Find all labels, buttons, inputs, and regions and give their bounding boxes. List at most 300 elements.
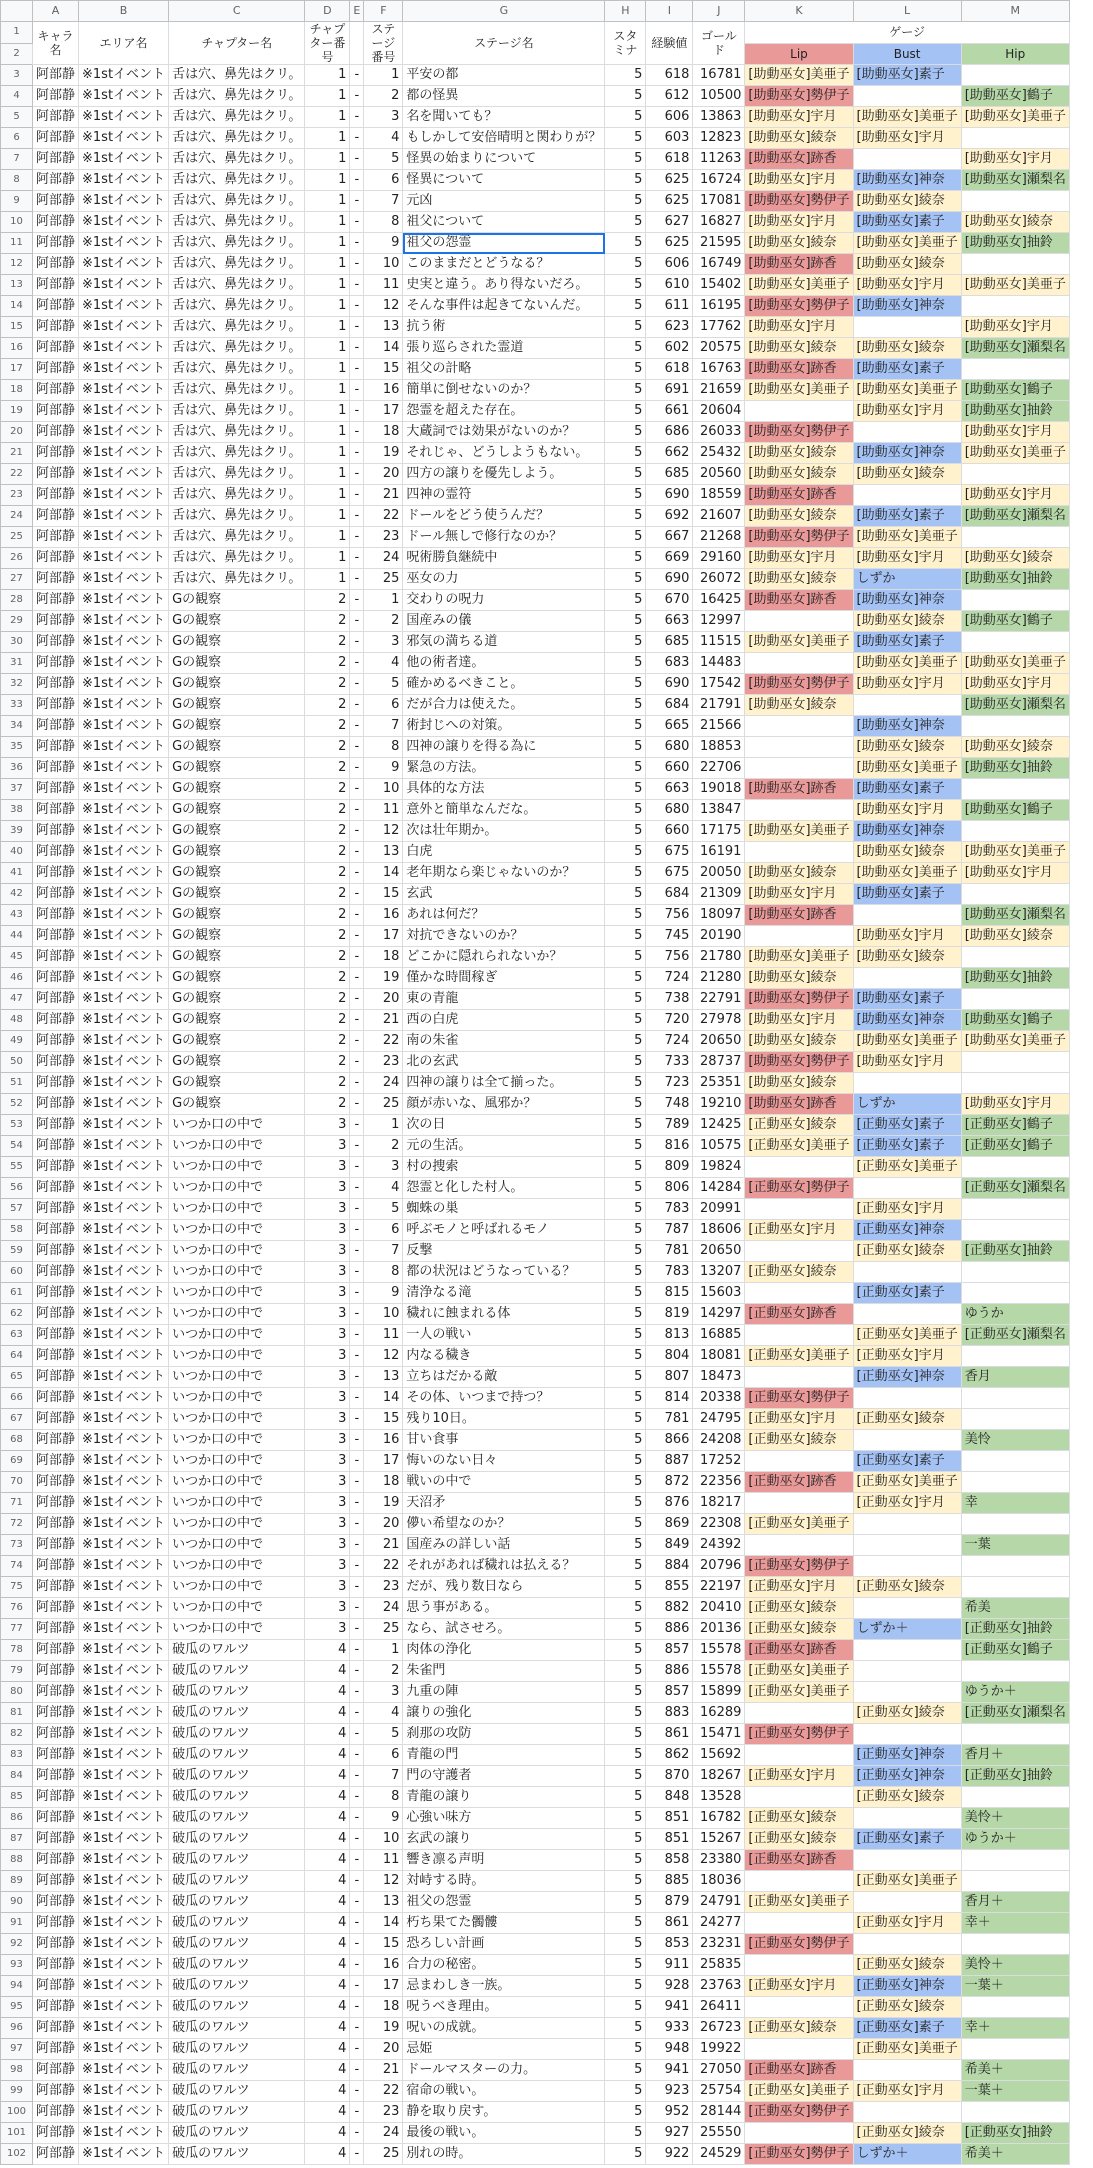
cell-hip[interactable]: [正動巫女]抽鈴 xyxy=(961,1241,1069,1262)
row-number[interactable]: 14 xyxy=(1,296,33,317)
cell-stamina[interactable]: 5 xyxy=(605,737,646,758)
cell-stage-name[interactable]: 玄武 xyxy=(403,884,605,905)
cell-chapter[interactable]: いつか口の中で xyxy=(169,1472,305,1493)
cell-stamina[interactable]: 5 xyxy=(605,1304,646,1325)
row-number[interactable]: 52 xyxy=(1,1094,33,1115)
cell-exp[interactable]: 691 xyxy=(646,380,693,401)
cell-exp[interactable]: 879 xyxy=(646,1892,693,1913)
cell-stamina[interactable]: 5 xyxy=(605,2018,646,2039)
cell-gold[interactable]: 18267 xyxy=(693,1766,745,1787)
cell-stage-no[interactable]: 14 xyxy=(364,338,403,359)
cell-area[interactable]: ※1stイベント xyxy=(79,191,169,212)
cell-lip[interactable]: [助動巫女]美亜子 xyxy=(745,632,853,653)
cell-char[interactable]: 阿部静 xyxy=(33,65,79,86)
cell-lip[interactable]: [助動巫女]綾奈 xyxy=(745,443,853,464)
cell-stamina[interactable]: 5 xyxy=(605,1724,646,1745)
cell-dash[interactable]: - xyxy=(350,1640,364,1661)
cell-stamina[interactable]: 5 xyxy=(605,1619,646,1640)
cell-stage-no[interactable]: 11 xyxy=(364,800,403,821)
cell-dash[interactable]: - xyxy=(350,191,364,212)
cell-gold[interactable]: 21607 xyxy=(693,506,745,527)
cell-hip[interactable] xyxy=(961,779,1069,800)
cell-area[interactable]: ※1stイベント xyxy=(79,1577,169,1598)
row-number[interactable]: 53 xyxy=(1,1115,33,1136)
cell-char[interactable]: 阿部静 xyxy=(33,1829,79,1850)
cell-stamina[interactable]: 5 xyxy=(605,1850,646,1871)
cell-lip[interactable]: [助動巫女]宇月 xyxy=(745,170,853,191)
cell-lip[interactable] xyxy=(745,1157,853,1178)
cell-stage-no[interactable]: 19 xyxy=(364,1493,403,1514)
cell-char[interactable]: 阿部静 xyxy=(33,1850,79,1871)
row-number[interactable]: 80 xyxy=(1,1682,33,1703)
cell-bust[interactable]: [正動巫女]宇月 xyxy=(853,1199,961,1220)
row-number[interactable]: 32 xyxy=(1,674,33,695)
cell-lip[interactable]: [助動巫女]宇月 xyxy=(745,1010,853,1031)
cell-char[interactable]: 阿部静 xyxy=(33,443,79,464)
cell-chapter-no[interactable]: 1 xyxy=(305,485,350,506)
cell-gold[interactable]: 21309 xyxy=(693,884,745,905)
cell-stage-no[interactable]: 17 xyxy=(364,1451,403,1472)
cell-chapter-no[interactable]: 3 xyxy=(305,1367,350,1388)
cell-stage-name[interactable]: 史実と違う。あり得ないだろ。 xyxy=(403,275,605,296)
cell-stamina[interactable]: 5 xyxy=(605,1934,646,1955)
cell-chapter[interactable]: 破瓜のワルツ xyxy=(169,1703,305,1724)
cell-stamina[interactable]: 5 xyxy=(605,338,646,359)
header-chapter[interactable]: チャプター名 xyxy=(169,22,305,65)
cell-dash[interactable]: - xyxy=(350,1472,364,1493)
cell-chapter-no[interactable]: 3 xyxy=(305,1472,350,1493)
row-number[interactable]: 5 xyxy=(1,107,33,128)
row-number[interactable]: 17 xyxy=(1,359,33,380)
cell-chapter-no[interactable]: 3 xyxy=(305,1178,350,1199)
cell-chapter-no[interactable]: 4 xyxy=(305,1955,350,1976)
cell-char[interactable]: 阿部静 xyxy=(33,317,79,338)
cell-chapter-no[interactable]: 1 xyxy=(305,401,350,422)
cell-stamina[interactable]: 5 xyxy=(605,254,646,275)
cell-exp[interactable]: 675 xyxy=(646,863,693,884)
cell-lip[interactable] xyxy=(745,611,853,632)
cell-exp[interactable]: 618 xyxy=(646,149,693,170)
cell-char[interactable]: 阿部静 xyxy=(33,1556,79,1577)
cell[interactable] xyxy=(350,22,364,65)
cell-stamina[interactable]: 5 xyxy=(605,989,646,1010)
cell-char[interactable]: 阿部静 xyxy=(33,254,79,275)
row-number[interactable]: 95 xyxy=(1,1997,33,2018)
cell-exp[interactable]: 857 xyxy=(646,1640,693,1661)
cell-stamina[interactable]: 5 xyxy=(605,968,646,989)
cell-chapter-no[interactable]: 4 xyxy=(305,2060,350,2081)
row-number[interactable]: 66 xyxy=(1,1388,33,1409)
cell-bust[interactable]: [助動巫女]綾奈 xyxy=(853,464,961,485)
cell-stamina[interactable]: 5 xyxy=(605,1409,646,1430)
cell-area[interactable]: ※1stイベント xyxy=(79,1136,169,1157)
cell-char[interactable]: 阿部静 xyxy=(33,1304,79,1325)
cell-stage-name[interactable]: このままだとどうなる？ xyxy=(403,254,605,275)
cell-char[interactable]: 阿部静 xyxy=(33,884,79,905)
cell-chapter[interactable]: いつか口の中で xyxy=(169,1577,305,1598)
cell-stage-name[interactable]: その体、いつまで持つ？ xyxy=(403,1388,605,1409)
cell-char[interactable]: 阿部静 xyxy=(33,1472,79,1493)
cell-stamina[interactable]: 5 xyxy=(605,86,646,107)
cell-chapter[interactable]: Gの観察 xyxy=(169,779,305,800)
cell-stage-no[interactable]: 4 xyxy=(364,128,403,149)
row-number[interactable]: 38 xyxy=(1,800,33,821)
cell-chapter[interactable]: いつか口の中で xyxy=(169,1535,305,1556)
cell-stage-name[interactable]: 南の朱雀 xyxy=(403,1031,605,1052)
cell-char[interactable]: 阿部静 xyxy=(33,1976,79,1997)
cell-lip[interactable]: [助動巫女]綾奈 xyxy=(745,464,853,485)
cell-bust[interactable]: [助動巫女]神奈 xyxy=(853,170,961,191)
cell-lip[interactable]: [助動巫女]勢伊子 xyxy=(745,422,853,443)
cell-gold[interactable]: 18473 xyxy=(693,1367,745,1388)
cell-dash[interactable]: - xyxy=(350,1745,364,1766)
cell-gold[interactable]: 28144 xyxy=(693,2102,745,2123)
cell-gold[interactable]: 15578 xyxy=(693,1661,745,1682)
cell-area[interactable]: ※1stイベント xyxy=(79,1367,169,1388)
cell-exp[interactable]: 813 xyxy=(646,1325,693,1346)
cell-stage-no[interactable]: 3 xyxy=(364,107,403,128)
cell-stamina[interactable]: 5 xyxy=(605,2102,646,2123)
cell-dash[interactable]: - xyxy=(350,548,364,569)
cell-exp[interactable]: 756 xyxy=(646,947,693,968)
header-chapter-no[interactable]: チャプター番号 xyxy=(305,22,350,65)
cell-dash[interactable]: - xyxy=(350,590,364,611)
cell-stage-name[interactable]: 心強い味方 xyxy=(403,1808,605,1829)
cell-char[interactable]: 阿部静 xyxy=(33,1871,79,1892)
cell-hip[interactable]: ゆうか＋ xyxy=(961,1682,1069,1703)
cell-lip[interactable] xyxy=(745,1241,853,1262)
cell-stage-name[interactable]: 西の白虎 xyxy=(403,1010,605,1031)
cell-char[interactable]: 阿部静 xyxy=(33,2018,79,2039)
cell-hip[interactable]: [助動巫女]綾奈 xyxy=(961,926,1069,947)
cell-stamina[interactable]: 5 xyxy=(605,1220,646,1241)
cell-lip[interactable]: [助動巫女]綾奈 xyxy=(745,695,853,716)
cell-lip[interactable]: [助動巫女]綾奈 xyxy=(745,128,853,149)
cell-area[interactable]: ※1stイベント xyxy=(79,254,169,275)
cell-stamina[interactable]: 5 xyxy=(605,1640,646,1661)
cell-stage-name[interactable]: それがあれば穢れは払える？ xyxy=(403,1556,605,1577)
cell-bust[interactable] xyxy=(853,2102,961,2123)
cell-dash[interactable]: - xyxy=(350,443,364,464)
cell-chapter[interactable]: いつか口の中で xyxy=(169,1136,305,1157)
cell-area[interactable]: ※1stイベント xyxy=(79,695,169,716)
cell-chapter[interactable]: 舌は穴、鼻先はクリ。 xyxy=(169,443,305,464)
cell-bust[interactable]: [正動巫女]宇月 xyxy=(853,1913,961,1934)
cell-hip[interactable] xyxy=(961,1052,1069,1073)
cell-dash[interactable]: - xyxy=(350,1220,364,1241)
cell-exp[interactable]: 941 xyxy=(646,2060,693,2081)
row-number[interactable]: 85 xyxy=(1,1787,33,1808)
cell-stamina[interactable]: 5 xyxy=(605,2060,646,2081)
cell-dash[interactable]: - xyxy=(350,1997,364,2018)
row-number[interactable]: 91 xyxy=(1,1913,33,1934)
cell-dash[interactable]: - xyxy=(350,2144,364,2165)
cell-chapter[interactable]: いつか口の中で xyxy=(169,1388,305,1409)
cell-chapter-no[interactable]: 4 xyxy=(305,1787,350,1808)
cell-area[interactable]: ※1stイベント xyxy=(79,674,169,695)
cell-lip[interactable] xyxy=(745,926,853,947)
cell-stage-no[interactable]: 10 xyxy=(364,1304,403,1325)
cell-char[interactable]: 阿部静 xyxy=(33,1724,79,1745)
cell-hip[interactable] xyxy=(961,1997,1069,2018)
cell-lip[interactable] xyxy=(745,758,853,779)
cell-hip[interactable] xyxy=(961,464,1069,485)
cell-gold[interactable]: 20338 xyxy=(693,1388,745,1409)
cell-stage-no[interactable]: 8 xyxy=(364,1262,403,1283)
cell-bust[interactable]: [助動巫女]神奈 xyxy=(853,1010,961,1031)
cell-stamina[interactable]: 5 xyxy=(605,1535,646,1556)
cell-chapter-no[interactable]: 3 xyxy=(305,1598,350,1619)
cell-lip[interactable]: [正動巫女]美亜子 xyxy=(745,1514,853,1535)
cell-stamina[interactable]: 5 xyxy=(605,1283,646,1304)
header-area[interactable]: エリア名 xyxy=(79,22,169,65)
cell-stage-no[interactable]: 10 xyxy=(364,1829,403,1850)
row-number[interactable]: 23 xyxy=(1,485,33,506)
cell-bust[interactable]: [助動巫女]素子 xyxy=(853,779,961,800)
cell-stage-name[interactable]: 僅かな時間稼ぎ xyxy=(403,968,605,989)
cell-chapter-no[interactable]: 4 xyxy=(305,1682,350,1703)
cell-chapter-no[interactable]: 2 xyxy=(305,1010,350,1031)
cell-chapter[interactable]: Gの観察 xyxy=(169,947,305,968)
cell-chapter-no[interactable]: 1 xyxy=(305,527,350,548)
cell-area[interactable]: ※1stイベント xyxy=(79,1052,169,1073)
cell-hip[interactable]: [助動巫女]美亜子 xyxy=(961,1031,1069,1052)
cell-hip[interactable]: 幸＋ xyxy=(961,2018,1069,2039)
cell-gold[interactable]: 16827 xyxy=(693,212,745,233)
cell-stage-name[interactable]: 譲りの強化 xyxy=(403,1703,605,1724)
cell-stamina[interactable]: 5 xyxy=(605,821,646,842)
cell-stage-no[interactable]: 13 xyxy=(364,317,403,338)
cell-char[interactable]: 阿部静 xyxy=(33,842,79,863)
cell-gold[interactable]: 14284 xyxy=(693,1178,745,1199)
cell-bust[interactable] xyxy=(853,149,961,170)
cell-lip[interactable]: [正動巫女]跡香 xyxy=(745,1472,853,1493)
cell-area[interactable]: ※1stイベント xyxy=(79,1409,169,1430)
cell-exp[interactable]: 686 xyxy=(646,422,693,443)
cell-hip[interactable] xyxy=(961,1787,1069,1808)
cell-area[interactable]: ※1stイベント xyxy=(79,1682,169,1703)
row-number[interactable]: 81 xyxy=(1,1703,33,1724)
cell-dash[interactable]: - xyxy=(350,128,364,149)
cell-exp[interactable]: 623 xyxy=(646,317,693,338)
cell-stamina[interactable]: 5 xyxy=(605,317,646,338)
cell-bust[interactable]: [正動巫女]神奈 xyxy=(853,1976,961,1997)
cell-stage-no[interactable]: 16 xyxy=(364,1955,403,1976)
cell-char[interactable]: 阿部静 xyxy=(33,569,79,590)
cell-dash[interactable]: - xyxy=(350,1283,364,1304)
cell-lip[interactable] xyxy=(745,1997,853,2018)
cell-lip[interactable]: [正動巫女]美亜子 xyxy=(745,1892,853,1913)
cell-chapter[interactable]: 破瓜のワルツ xyxy=(169,1955,305,1976)
cell-area[interactable]: ※1stイベント xyxy=(79,1430,169,1451)
cell-stage-name[interactable]: 怪異について xyxy=(403,170,605,191)
cell-chapter-no[interactable]: 2 xyxy=(305,590,350,611)
cell-chapter[interactable]: Gの観察 xyxy=(169,632,305,653)
cell-char[interactable]: 阿部静 xyxy=(33,359,79,380)
cell-gold[interactable]: 16763 xyxy=(693,359,745,380)
cell-chapter[interactable]: 舌は穴、鼻先はクリ。 xyxy=(169,107,305,128)
cell-chapter[interactable]: Gの観察 xyxy=(169,905,305,926)
row-number[interactable]: 16 xyxy=(1,338,33,359)
row-number[interactable]: 70 xyxy=(1,1472,33,1493)
cell-dash[interactable]: - xyxy=(350,149,364,170)
cell-char[interactable]: 阿部静 xyxy=(33,1619,79,1640)
cell-stamina[interactable]: 5 xyxy=(605,1556,646,1577)
cell-chapter[interactable]: 破瓜のワルツ xyxy=(169,1640,305,1661)
cell-gold[interactable]: 25754 xyxy=(693,2081,745,2102)
cell-gold[interactable]: 15578 xyxy=(693,1640,745,1661)
cell-stage-no[interactable]: 15 xyxy=(364,1409,403,1430)
row-number[interactable]: 73 xyxy=(1,1535,33,1556)
cell-stage-no[interactable]: 8 xyxy=(364,1787,403,1808)
cell-chapter[interactable]: 破瓜のワルツ xyxy=(169,2039,305,2060)
cell-gold[interactable]: 28737 xyxy=(693,1052,745,1073)
cell-dash[interactable]: - xyxy=(350,1409,364,1430)
cell-stamina[interactable]: 5 xyxy=(605,1955,646,1976)
cell-char[interactable]: 阿部静 xyxy=(33,1766,79,1787)
cell-exp[interactable]: 606 xyxy=(646,107,693,128)
cell-hip[interactable] xyxy=(961,527,1069,548)
cell-area[interactable]: ※1stイベント xyxy=(79,1976,169,1997)
cell-chapter[interactable]: いつか口の中で xyxy=(169,1514,305,1535)
cell-area[interactable]: ※1stイベント xyxy=(79,779,169,800)
cell-exp[interactable]: 660 xyxy=(646,821,693,842)
cell-bust[interactable]: しずか xyxy=(853,569,961,590)
cell-exp[interactable]: 669 xyxy=(646,548,693,569)
cell-bust[interactable]: [助動巫女]綾奈 xyxy=(853,842,961,863)
cell-char[interactable]: 阿部静 xyxy=(33,107,79,128)
cell-exp[interactable]: 952 xyxy=(646,2102,693,2123)
cell-gold[interactable]: 17175 xyxy=(693,821,745,842)
cell-stage-name[interactable]: 甘い食事 xyxy=(403,1430,605,1451)
header-stage-no[interactable]: ステージ番号 xyxy=(364,22,403,65)
row-number[interactable]: 88 xyxy=(1,1850,33,1871)
cell-dash[interactable]: - xyxy=(350,1325,364,1346)
cell-chapter-no[interactable]: 1 xyxy=(305,317,350,338)
cell-stage-name[interactable]: 朱雀門 xyxy=(403,1661,605,1682)
cell-hip[interactable]: ゆうか＋ xyxy=(961,1829,1069,1850)
cell-hip[interactable]: 美怜＋ xyxy=(961,1955,1069,1976)
cell-gold[interactable]: 15267 xyxy=(693,1829,745,1850)
cell-stamina[interactable]: 5 xyxy=(605,1010,646,1031)
row-number[interactable]: 71 xyxy=(1,1493,33,1514)
cell-bust[interactable]: [助動巫女]素子 xyxy=(853,632,961,653)
cell-gold[interactable]: 24392 xyxy=(693,1535,745,1556)
cell-hip[interactable]: [正動巫女]瀬梨名 xyxy=(961,1325,1069,1346)
cell-stage-no[interactable]: 23 xyxy=(364,527,403,548)
row-number[interactable]: 51 xyxy=(1,1073,33,1094)
cell-stamina[interactable]: 5 xyxy=(605,590,646,611)
cell-chapter-no[interactable]: 3 xyxy=(305,1220,350,1241)
cell-gold[interactable]: 13847 xyxy=(693,800,745,821)
cell-chapter-no[interactable]: 2 xyxy=(305,821,350,842)
cell-chapter[interactable]: いつか口の中で xyxy=(169,1556,305,1577)
cell-lip[interactable]: [助動巫女]跡香 xyxy=(745,590,853,611)
cell-char[interactable]: 阿部静 xyxy=(33,1283,79,1304)
cell-chapter-no[interactable]: 4 xyxy=(305,2144,350,2165)
row-number[interactable]: 26 xyxy=(1,548,33,569)
cell-hip[interactable] xyxy=(961,2039,1069,2060)
row-number[interactable]: 89 xyxy=(1,1871,33,1892)
cell-stamina[interactable]: 5 xyxy=(605,1136,646,1157)
cell-chapter[interactable]: 破瓜のワルツ xyxy=(169,1682,305,1703)
cell-bust[interactable]: [正動巫女]美亜子 xyxy=(853,1325,961,1346)
cell-exp[interactable]: 724 xyxy=(646,1031,693,1052)
cell-stamina[interactable]: 5 xyxy=(605,1892,646,1913)
cell-chapter[interactable]: Gの観察 xyxy=(169,1031,305,1052)
cell-stamina[interactable]: 5 xyxy=(605,695,646,716)
cell-bust[interactable]: [助動巫女]素子 xyxy=(853,884,961,905)
cell-chapter[interactable]: Gの観察 xyxy=(169,968,305,989)
cell-exp[interactable]: 804 xyxy=(646,1346,693,1367)
row-number[interactable]: 22 xyxy=(1,464,33,485)
row-number[interactable]: 78 xyxy=(1,1640,33,1661)
cell-gold[interactable]: 13528 xyxy=(693,1787,745,1808)
cell-bust[interactable] xyxy=(853,1934,961,1955)
cell-dash[interactable]: - xyxy=(350,779,364,800)
cell-area[interactable]: ※1stイベント xyxy=(79,1619,169,1640)
cell-char[interactable]: 阿部静 xyxy=(33,2060,79,2081)
cell-char[interactable]: 阿部静 xyxy=(33,1745,79,1766)
cell-lip[interactable]: [助動巫女]勢伊子 xyxy=(745,191,853,212)
cell-stamina[interactable]: 5 xyxy=(605,779,646,800)
cell-bust[interactable]: [助動巫女]綾奈 xyxy=(853,338,961,359)
cell-gold[interactable]: 21780 xyxy=(693,947,745,968)
cell-bust[interactable]: [助動巫女]素子 xyxy=(853,359,961,380)
row-number[interactable]: 69 xyxy=(1,1451,33,1472)
cell-stage-no[interactable]: 19 xyxy=(364,2018,403,2039)
cell-char[interactable]: 阿部静 xyxy=(33,527,79,548)
cell-bust[interactable]: [助動巫女]宇月 xyxy=(853,1052,961,1073)
cell-lip[interactable] xyxy=(745,2123,853,2144)
cell-stage-no[interactable]: 20 xyxy=(364,989,403,1010)
cell-hip[interactable]: [助動巫女]瀬梨名 xyxy=(961,170,1069,191)
row-number[interactable]: 11 xyxy=(1,233,33,254)
cell-dash[interactable]: - xyxy=(350,695,364,716)
cell-area[interactable]: ※1stイベント xyxy=(79,506,169,527)
cell-stamina[interactable]: 5 xyxy=(605,191,646,212)
cell-char[interactable]: 阿部静 xyxy=(33,947,79,968)
cell-stage-no[interactable]: 13 xyxy=(364,1892,403,1913)
cell-stage-no[interactable]: 2 xyxy=(364,86,403,107)
cell-chapter[interactable]: Gの観察 xyxy=(169,695,305,716)
row-number[interactable]: 3 xyxy=(1,65,33,86)
cell-chapter[interactable]: 舌は穴、鼻先はクリ。 xyxy=(169,464,305,485)
cell-hip[interactable]: [正動巫女]瀬梨名 xyxy=(961,1178,1069,1199)
cell-stage-name[interactable]: 確かめるべきこと。 xyxy=(403,674,605,695)
cell-stage-name[interactable]: 最後の戦い。 xyxy=(403,2123,605,2144)
cell-exp[interactable]: 611 xyxy=(646,296,693,317)
cell-lip[interactable] xyxy=(745,800,853,821)
cell-lip[interactable] xyxy=(745,1955,853,1976)
cell-hip[interactable]: [助動巫女]宇月 xyxy=(961,1094,1069,1115)
cell-hip[interactable]: 希美 xyxy=(961,1598,1069,1619)
cell-hip[interactable]: [助動巫女]抽鈴 xyxy=(961,758,1069,779)
cell-chapter-no[interactable]: 3 xyxy=(305,1388,350,1409)
cell-exp[interactable]: 851 xyxy=(646,1808,693,1829)
cell-gold[interactable]: 22197 xyxy=(693,1577,745,1598)
cell-exp[interactable]: 663 xyxy=(646,779,693,800)
cell-char[interactable]: 阿部静 xyxy=(33,863,79,884)
cell-stage-name[interactable]: 呪術勝負継続中 xyxy=(403,548,605,569)
cell-gold[interactable]: 23231 xyxy=(693,1934,745,1955)
row-number[interactable]: 94 xyxy=(1,1976,33,1997)
cell-lip[interactable]: [助動巫女]綾奈 xyxy=(745,569,853,590)
cell-area[interactable]: ※1stイベント xyxy=(79,2039,169,2060)
row-number[interactable]: 72 xyxy=(1,1514,33,1535)
cell-char[interactable]: 阿部静 xyxy=(33,716,79,737)
row-number[interactable]: 46 xyxy=(1,968,33,989)
